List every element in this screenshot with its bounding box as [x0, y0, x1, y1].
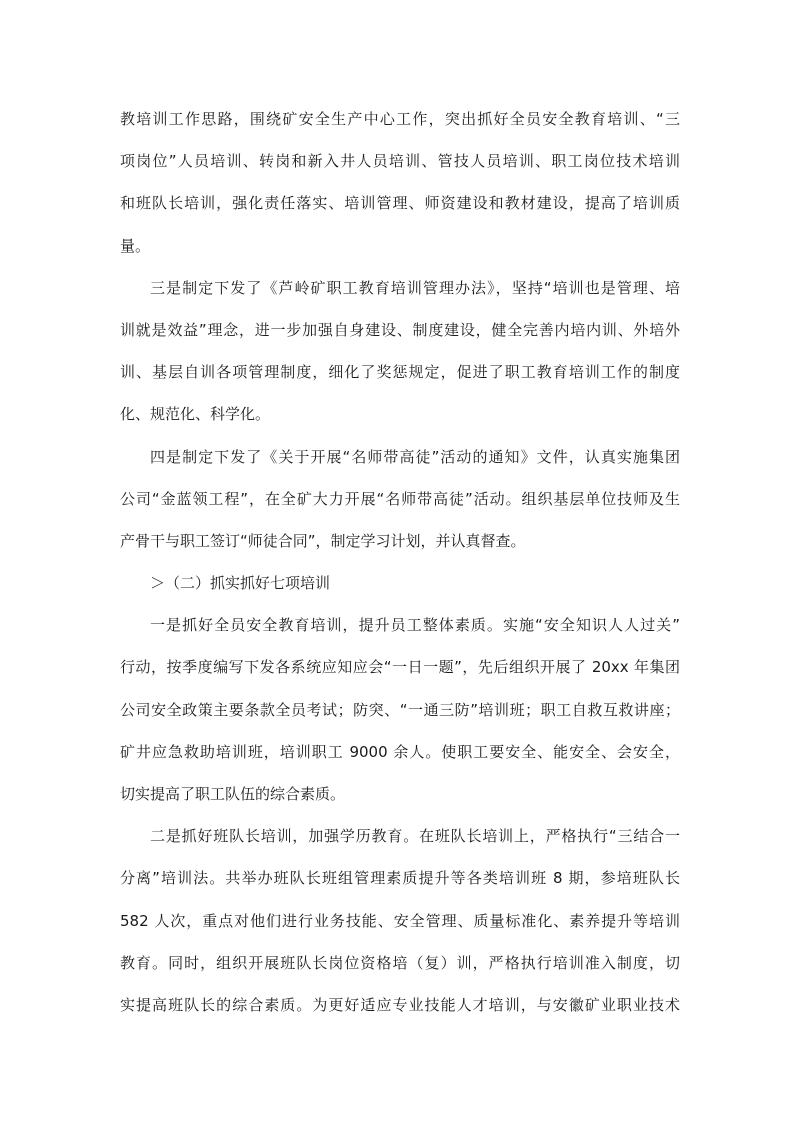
section-heading-seven-trainings [120, 562, 680, 604]
paragraph-training-approach [120, 98, 680, 267]
text-line: 切实提高了职工队伍的综合素质。 [120, 785, 346, 803]
paragraph-point-four [120, 436, 680, 563]
text-line: 实提高班队长的综合素质。为更好适应专业技能人才培训，与安徽矿业职业技术 [120, 995, 680, 1014]
text-line: 项岗位”人员培训、转岗和新入井人员培训、管技人员培训、职工岗位技术培训 [120, 152, 680, 171]
section-heading: ＞（二）抓实抓好七项培训 [150, 574, 331, 593]
text-line: 量。 [120, 236, 151, 255]
text-line: 582 人次，重点对他们进行业务技能、安全管理、质量标准化、素养提升等培训 [120, 911, 680, 930]
text-line: 矿井应急救助培训班，培训职工 9000 余人。使职工要安全、能安全、会安全， [120, 742, 680, 761]
paragraph-point-two-team-leaders [120, 815, 680, 1026]
text-line: 教育。同时，组织开展班队长岗位资格培（复）训，严格执行培训准入制度，切 [120, 953, 680, 972]
text-line: 教培训工作思路，围绕矿安全生产中心工作，突出抓好全员安全教育培训、“三 [120, 110, 680, 128]
text-line: 一是抓好全员安全教育培训，提升员工整体素质。实施“安全知识人人过关” [150, 616, 680, 635]
document-body [120, 98, 680, 1026]
text-line: 训就是效益”理念，进一步加强自身建设、制度建设，健全完善内培内训、外培外 [120, 320, 680, 339]
text-line: 化、规范化、科学化。 [120, 405, 271, 424]
paragraph-point-one-safety [120, 604, 680, 815]
text-line: 和班队长培训，强化责任落实、培训管理、师资建设和教材建设，提高了培训质 [120, 194, 680, 213]
text-line: 行动，按季度编写下发各系统应知应会“一日一题”，先后组织开展了 20xx 年集团 [120, 658, 680, 677]
text-line: 训、基层自训各项管理制度，细化了奖惩规定，促进了职工教育培训工作的制度 [120, 363, 680, 382]
text-line: 二是抓好班队长培训，加强学历教育。在班队长培训上，严格执行“三结合一 [150, 827, 680, 846]
text-line: 公司“金蓝领工程”，在全矿大力开展“名师带高徒”活动。组织基层单位技师及生 [120, 489, 680, 508]
text-line: 三是制定下发了《芦岭矿职工教育培训管理办法》，坚持“培训也是管理、培 [150, 278, 680, 297]
text-line: 四是制定下发了《关于开展“名师带高徒”活动的通知》文件，认真实施集团 [150, 447, 680, 466]
text-line: 分离”培训法。共举办班队长班组管理素质提升等各类培训班 8 期，参培班队长 [120, 869, 680, 888]
text-line: 产骨干与职工签订“师徒合同”，制定学习计划，并认真督查。 [120, 531, 526, 550]
text-line: 公司安全政策主要条款全员考试；防突、“一通三防”培训班；职工自救互救讲座； [120, 700, 680, 719]
paragraph-point-three [120, 267, 680, 436]
